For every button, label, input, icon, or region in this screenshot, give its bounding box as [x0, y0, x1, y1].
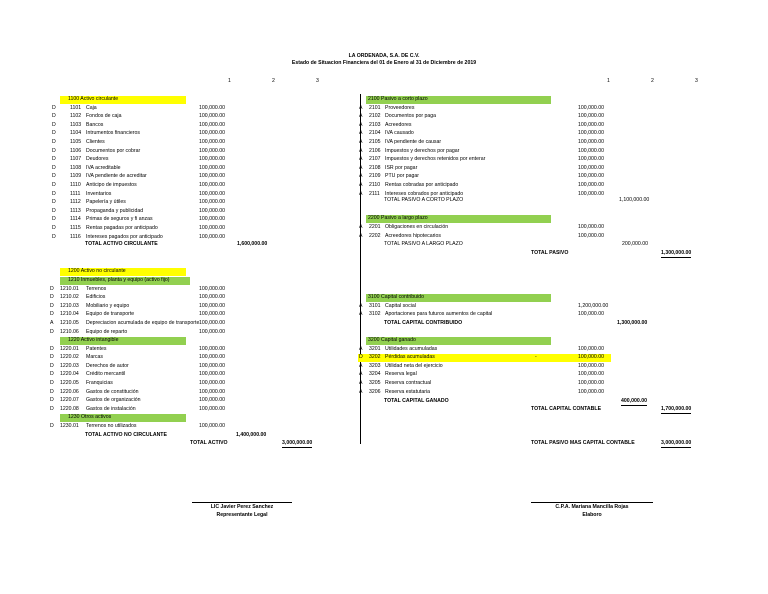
account-code: 1230.01 — [60, 422, 79, 429]
account-code: 1107 — [70, 156, 82, 163]
account-name: PTU por pagar — [385, 173, 420, 180]
account-value: 100,000.00 — [199, 130, 225, 137]
total-activo-no-circulante-value: 1,400,000.00 — [236, 432, 267, 438]
col-header-r3: 3 — [695, 78, 698, 84]
nature-code: D — [52, 173, 56, 180]
account-code: 1210.05 — [60, 319, 79, 326]
account-value: 100,000.00 — [578, 173, 604, 180]
account-code: 3101 — [369, 302, 381, 309]
total-activo-label: TOTAL ACTIVO — [190, 440, 228, 446]
account-value: 1,200,000.00 — [578, 302, 609, 309]
col-header-3: 3 — [316, 78, 319, 84]
account-value: 100,000.00 — [199, 233, 225, 240]
nature-code: D — [50, 302, 54, 309]
total-capital-ganado-label: TOTAL CAPITAL GANADO — [384, 398, 449, 404]
account-name: Terrenos — [86, 285, 107, 292]
account-name: Documentos por paga — [385, 113, 437, 120]
account-name: Proveedores — [385, 104, 415, 111]
nature-code: D — [50, 371, 54, 378]
col-header-2: 2 — [272, 78, 275, 84]
total-activo-circulante-label: TOTAL ACTIVO CIRCULANTE — [85, 241, 158, 247]
nature-code: A — [359, 164, 363, 171]
nature-code: D — [50, 345, 54, 352]
nature-code: A — [359, 173, 363, 180]
account-name: Mobiliario y equipo — [86, 302, 130, 309]
account-name: Equipo de reparto — [86, 328, 128, 335]
account-name: Propaganda y publicidad — [86, 207, 144, 214]
account-value: 100,000.00 — [199, 379, 225, 386]
account-name: Gastos de organización — [86, 397, 141, 404]
account-code: 2101 — [369, 104, 381, 111]
account-value: 100,000.00 — [578, 181, 604, 188]
account-value: 100,000.00 — [199, 319, 225, 326]
nature-code: A — [359, 113, 363, 120]
total-pasivo-largo-plazo-value: 200,000.00 — [622, 241, 648, 247]
nature-code: D — [50, 388, 54, 395]
minus-sign: - — [535, 354, 537, 361]
account-name: Rentas cobradas por anticipado — [385, 181, 459, 188]
account-name: IVA pendiente de causar — [385, 138, 442, 145]
total-pasivo-value: 1,300,000.00 — [661, 250, 692, 256]
account-code: 2107 — [369, 156, 381, 163]
account-value: 100,000.00 — [199, 294, 225, 301]
account-value: 100,000.00 — [578, 371, 604, 378]
nature-code: D — [50, 397, 54, 404]
account-name: Acreedores — [385, 121, 412, 128]
signature-right-name: C.P.A. Mariana Mancilla Rojas — [555, 504, 629, 510]
total-capital-ganado-value: 400,000.00 — [621, 398, 647, 404]
account-value: 100,000.00 — [199, 104, 225, 111]
account-name: IVA acreditable — [86, 164, 121, 171]
nature-code: D — [359, 354, 363, 361]
account-value: 100,000.00 — [199, 397, 225, 404]
account-name: Fondos de caja — [86, 113, 122, 120]
account-value: 100,000.00 — [199, 224, 225, 231]
account-code: 1220.03 — [60, 362, 79, 369]
account-code: 1103 — [70, 121, 82, 128]
nature-code: A — [359, 181, 363, 188]
account-value: 100,000.00 — [199, 173, 225, 180]
account-value: 100,000.00 — [578, 147, 604, 154]
capital-contribuido-title: 3100 Capital contribuido — [368, 294, 424, 300]
account-value: 100,000.00 — [199, 354, 225, 361]
account-code: 1210.03 — [60, 302, 79, 309]
account-value: 100,000.00 — [578, 224, 604, 230]
account-code: 1220.06 — [60, 388, 79, 395]
nature-code: D — [50, 294, 54, 301]
account-value: 100,000.00 — [199, 362, 225, 369]
nature-code: D — [52, 164, 56, 171]
account-value: 100,000.00 — [578, 354, 604, 361]
report-subtitle: Estado de Situacion Financiera del 01 de Enero al 31 de Diciembre de 2019 — [291, 60, 477, 66]
nature-code: A — [359, 362, 363, 369]
account-code: 1110 — [70, 181, 81, 188]
account-code: 1220.04 — [60, 371, 79, 378]
account-name: Derechos de autor — [86, 362, 129, 369]
account-value: 100,000.00 — [578, 388, 604, 395]
account-code: 1210.04 — [60, 311, 79, 318]
account-name: Documentos por cobrar — [86, 147, 141, 154]
nature-code: A — [359, 147, 363, 154]
account-name: Edificios — [86, 294, 106, 301]
account-code: 1112 — [70, 199, 81, 206]
account-code: 3102 — [369, 311, 381, 318]
account-code: 2110 — [369, 181, 381, 188]
total-capital-contable-label: TOTAL CAPITAL CONTABLE — [531, 406, 602, 412]
capital-ganado-title: 3200 Capital ganado — [368, 337, 416, 343]
nature-code: D — [50, 311, 54, 318]
account-name: IVA causado — [385, 130, 414, 137]
nature-code: D — [52, 216, 56, 223]
account-name: Reserva contractual — [385, 379, 432, 386]
total-pasivo-corto-plazo-value: 1,100,000.00 — [619, 197, 650, 203]
account-name: Caja — [86, 104, 97, 111]
account-value: 100,000.00 — [199, 147, 225, 154]
account-name: Gastos de instalación — [86, 405, 136, 412]
account-value: 100,000.00 — [199, 345, 225, 352]
account-value: 100,000.00 — [199, 405, 225, 412]
account-name: Deudores — [86, 156, 109, 163]
account-value: 100,000.00 — [578, 362, 604, 369]
account-code: 1210.06 — [60, 328, 79, 335]
col-header-r1: 1 — [607, 78, 610, 84]
account-value: 100,000.00 — [578, 104, 604, 111]
account-code: 3202 — [369, 354, 381, 361]
col-header-r2: 2 — [651, 78, 654, 84]
account-value: 100,000.00 — [199, 164, 225, 171]
nature-code: D — [52, 147, 56, 154]
total-pasivo-label: TOTAL PASIVO — [531, 250, 569, 256]
nature-code: D — [50, 285, 54, 292]
account-value: 100,000.00 — [578, 190, 604, 197]
account-name: Bancos — [86, 121, 104, 128]
account-code: 3206 — [369, 388, 381, 395]
account-code: 1220.05 — [60, 379, 79, 386]
account-name: Utilidades acumuladas — [385, 345, 438, 352]
activo-no-circulante-title: 1200 Activo no circulante — [68, 268, 126, 274]
account-value: 100,000.00 — [199, 422, 225, 429]
nature-code: D — [52, 233, 56, 240]
total-activo-no-circulante-label: TOTAL ACTIVO NO CIRCULANTE — [85, 432, 167, 438]
signature-line-left — [192, 502, 292, 503]
account-name: Reserva estatutaria — [385, 388, 430, 395]
nature-code: A — [359, 388, 363, 395]
nature-code: A — [359, 379, 363, 386]
account-code: 1108 — [70, 164, 82, 171]
account-name: Anticipo de impuestos — [86, 181, 137, 188]
col-header-1: 1 — [228, 78, 231, 84]
account-name: Depreciacion acumulada de equipo de transporte — [86, 319, 200, 326]
account-name: IVA pendiente de acreditar — [86, 173, 147, 180]
account-code: 1220.07 — [60, 397, 79, 404]
account-code: 1115 — [70, 224, 81, 231]
account-value: 100,000.00 — [199, 121, 225, 128]
account-name: Aportaciones para futuros aumentos de capital — [385, 311, 493, 318]
total-capital-contable-value: 1,700,000.00 — [661, 406, 692, 412]
account-value: 100,000.00 — [199, 207, 225, 214]
account-code: 1220.02 — [60, 354, 79, 361]
account-value: 100,000.00 — [578, 138, 604, 145]
account-value: 100,000.00 — [578, 156, 604, 163]
nature-code: D — [52, 199, 56, 206]
account-code: 1220.08 — [60, 405, 79, 412]
account-name: Rentas pagadas por anticipado — [86, 224, 158, 231]
account-name: Marcas — [86, 354, 104, 361]
nature-code: D — [52, 121, 56, 128]
account-name: Clientes — [86, 138, 105, 145]
account-value: 100,000.00 — [199, 113, 225, 120]
nature-code: D — [50, 328, 54, 335]
account-name: Reserva legal — [385, 371, 417, 378]
account-code: 3201 — [369, 345, 381, 352]
nature-code: D — [52, 104, 56, 111]
signature-left-role: Representante Legal — [216, 512, 268, 518]
account-value: 100,000.00 — [199, 328, 225, 335]
account-code: 1220.01 — [60, 345, 79, 352]
account-name: Capital social — [385, 302, 416, 309]
nature-code: A — [359, 345, 363, 352]
account-value: 100,000.00 — [199, 388, 225, 395]
account-code: 2102 — [369, 113, 381, 120]
nature-code: D — [52, 138, 56, 145]
nature-code: A — [50, 319, 54, 326]
account-code: 2104 — [369, 130, 381, 137]
nature-code: A — [359, 232, 363, 239]
signature-right-role: Elaboro — [582, 512, 602, 518]
nature-code: D — [50, 422, 54, 429]
account-value: 100,000.00 — [578, 113, 604, 120]
nature-code: A — [359, 311, 363, 318]
account-code: 1101 — [70, 104, 82, 111]
activo-intangible-title: 1220 Activo intangible — [68, 337, 119, 343]
account-name: Impuestos y derechos retenidos por enterar — [385, 156, 486, 163]
nature-code: D — [50, 362, 54, 369]
nature-code: D — [50, 379, 54, 386]
account-code: 2109 — [369, 173, 381, 180]
account-value: 100,000.00 — [578, 345, 604, 352]
account-name: Patentes — [86, 345, 107, 352]
account-name: Inventarios — [86, 190, 112, 197]
nature-code: A — [359, 190, 363, 197]
nature-code: D — [52, 181, 56, 188]
account-name: Crédito mercantil — [86, 371, 126, 378]
nature-code: A — [359, 121, 363, 128]
account-name: Obligaciones en circulación — [385, 224, 449, 230]
ipe-title: 1210 Inmuebles, planta y equipo (activo fijo) — [68, 277, 170, 283]
account-name: ISR por pagar — [385, 164, 418, 171]
total-pasivo-capital-value: 3,000,000.00 — [661, 440, 692, 446]
account-value: 100,000.00 — [578, 121, 604, 128]
nature-code: D — [52, 190, 56, 197]
account-value: 100,000.00 — [199, 156, 225, 163]
account-code: 2108 — [369, 164, 381, 171]
account-code: 1106 — [70, 147, 82, 154]
account-code: 2103 — [369, 121, 381, 128]
nature-code: A — [359, 138, 363, 145]
signature-left-name: LIC Javier Perez Sanchez — [210, 504, 274, 510]
nature-code: D — [52, 130, 56, 137]
account-value: 100,000.00 — [578, 232, 604, 239]
nature-code: D — [52, 156, 56, 163]
account-code: 1102 — [70, 113, 82, 120]
signature-line-right — [531, 502, 653, 503]
account-code: 2111 — [369, 190, 380, 197]
account-value: 100,000.00 — [199, 311, 225, 318]
account-code: 2202 — [369, 232, 381, 239]
account-value: 100,000.00 — [199, 216, 225, 223]
account-name: Franquicias — [86, 379, 113, 386]
account-code: 2105 — [369, 138, 381, 145]
total-pasivo-largo-plazo-label: TOTAL PASIVO A LARGO PLAZO — [384, 241, 463, 247]
account-name: Intereses pagados por anticipado — [86, 233, 163, 240]
account-name: Utilidad neta del ejercicio — [385, 362, 443, 369]
account-code: 1111 — [70, 190, 81, 197]
nature-code: D — [52, 207, 56, 214]
total-activo-value: 3,000,000.00 — [282, 440, 313, 446]
account-code: 1114 — [70, 216, 81, 223]
total-pasivo-corto-plazo-label: TOTAL PASIVO A CORTO PLAZO — [384, 197, 464, 203]
account-name: Papelería y útiles — [86, 199, 126, 206]
account-code: 1116 — [70, 233, 81, 240]
account-value: 100,000.00 — [578, 164, 604, 171]
nature-code: A — [359, 130, 363, 137]
nature-code: D — [50, 354, 54, 361]
pasivo-largo-plazo-title: 2200 Pasivo a largo plazo — [368, 215, 428, 221]
total-activo-circulante-value: 1,600,000.00 — [237, 241, 268, 247]
nature-code: A — [359, 302, 363, 309]
nature-code: A — [359, 156, 363, 163]
account-value: 100,000.00 — [199, 181, 225, 188]
total-capital-contribuido-value: 1,300,000.00 — [617, 320, 648, 326]
account-code: 2106 — [369, 147, 381, 154]
account-value: 100,000.00 — [199, 371, 225, 378]
pasivo-corto-plazo-title: 2100 Pasivo a corto plazo — [368, 96, 428, 102]
account-code: 1210.01 — [60, 285, 79, 292]
account-name: Intereses cobrados por anticipado — [385, 190, 464, 197]
account-value: 100,000.00 — [578, 130, 604, 137]
account-name: Gastos de constitución — [86, 388, 139, 395]
account-code: 3203 — [369, 362, 381, 369]
nature-code: D — [52, 113, 56, 120]
account-code: 1113 — [70, 207, 81, 214]
nature-code: D — [52, 224, 56, 231]
company-name: LA ORDENADA, S.A. DE C.V. — [348, 53, 420, 59]
account-value: 100,000.00 — [199, 285, 225, 292]
account-code: 1105 — [70, 138, 82, 145]
account-value: 100,000.00 — [199, 138, 225, 145]
account-name: Impuestos y derechos por pagar — [385, 147, 460, 154]
account-name: Acreedores hipotecarios — [385, 232, 441, 239]
account-code: 3205 — [369, 379, 381, 386]
account-value: 100,000.00 — [578, 311, 604, 318]
account-code: 1109 — [70, 173, 82, 180]
account-value: 100,000.00 — [199, 199, 225, 206]
nature-code: A — [359, 104, 363, 111]
total-pasivo-capital-label: TOTAL PASIVO MAS CAPITAL CONTABLE — [531, 440, 635, 446]
account-code: 1210.02 — [60, 294, 79, 301]
nature-code: A — [359, 224, 363, 230]
total-capital-contribuido-label: TOTAL CAPITAL CONTRIBUIDO — [384, 320, 463, 326]
account-name: Intrumentos financieros — [86, 130, 140, 137]
account-name: Primas de seguros y fi anzas — [86, 216, 153, 223]
activo-circulante-title: 1100 Activo circulante — [68, 96, 119, 102]
account-value: 100,000.00 — [199, 190, 225, 197]
account-name: Equipo de transporte — [86, 311, 135, 318]
account-name: Terrenos no utilizados — [86, 422, 137, 429]
nature-code: D — [50, 405, 54, 412]
nature-code: A — [359, 371, 363, 378]
account-name: Pérdidas acumuladas — [385, 354, 435, 361]
account-code: 3204 — [369, 371, 381, 378]
account-code: 2201 — [369, 224, 381, 230]
otros-activos-title: 1230 Otros activos — [68, 414, 112, 420]
account-value: 100,000.00 — [578, 379, 604, 386]
account-value: 100,000.00 — [199, 302, 225, 309]
account-code: 1104 — [70, 130, 82, 137]
